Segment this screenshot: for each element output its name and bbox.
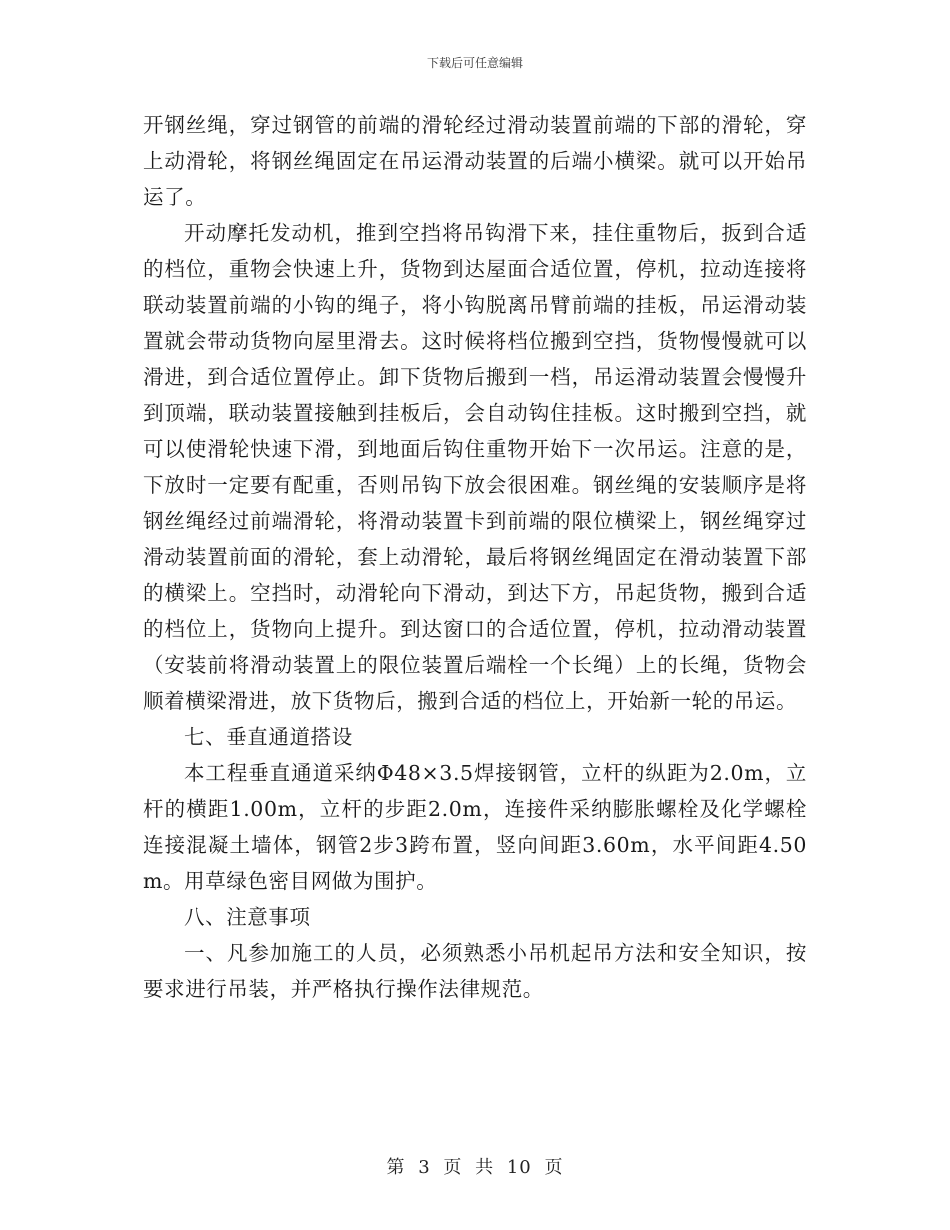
page-number: 第 3 页 共 10 页 [386, 1157, 564, 1178]
paragraph-3: 本工程垂直通道采纳Φ48×3.5焊接钢管，立杆的纵距为2.0m，立杆的横距1.00m，立杆的步距2.0m，连接件采纳膨胀螺栓及化学螺栓连接混凝土墙体，钢管2步3跨布置，竖向间距3.60m，水平间距4.50m。用草绿色密目网做为围护。 [143, 761, 807, 893]
section-heading-precautions: 八、注意事项 [184, 905, 311, 929]
section-heading-vertical-passage: 七、垂直通道搭设 [184, 725, 353, 749]
body-text [143, 107, 807, 1007]
paragraph-2: 开动摩托发动机，推到空挡将吊钩滑下来，挂住重物后，扳到合适的档位，重物会快速上升，货物到达屋面合适位置，停机，拉动连接将联动装置前端的小钩的绳子，将小钩脱离吊臂前端的挂板，吊运滑动装置就会带动货物向屋里滑去。这时候将档位搬到空挡，货物慢慢就可以滑进，到合适位置停止。卸下货物后搬到一档，吊运滑动装置会慢慢升到顶端，联动装置接触到挂板后，会自动钩住挂板。这时搬到空挡，就可以使滑轮快速下滑，到地面后钩住重物开始下一次吊运。注意的是，下放时一定要有配重，否则吊钩下放会很困难。钢丝绳的安装顺序是将钢丝绳经过前端滑轮，将滑动装置卡到前端的限位横梁上，钢丝绳穿过滑动装置前面的滑轮，套上动滑轮，最后将钢丝绳固定在滑动装置下部的横梁上。空挡时，动滑轮向下滑动，到达下方，吊起货物，搬到合适的档位上，货物向上提升。到达窗口的合适位置，停机，拉动滑动装置（安装前将滑动装置上的限位装置后端栓一个长绳）上的长绳，货物会顺着横梁滑进，放下货物后，搬到合适的档位上，开始新一轮的吊运。 [143, 221, 807, 713]
paragraph-4: 一、凡参加施工的人员，必须熟悉小吊机起吊方法和安全知识，按要求进行吊装，并严格执行操作法律规范。 [143, 941, 807, 1001]
page-header-note: 下载后可任意编辑 [426, 56, 523, 70]
paragraph-1: 开钢丝绳，穿过钢管的前端的滑轮经过滑动装置前端的下部的滑轮，穿上动滑轮，将钢丝绳固定在吊运滑动装置的后端小横梁。就可以开始吊运了。 [143, 113, 807, 209]
